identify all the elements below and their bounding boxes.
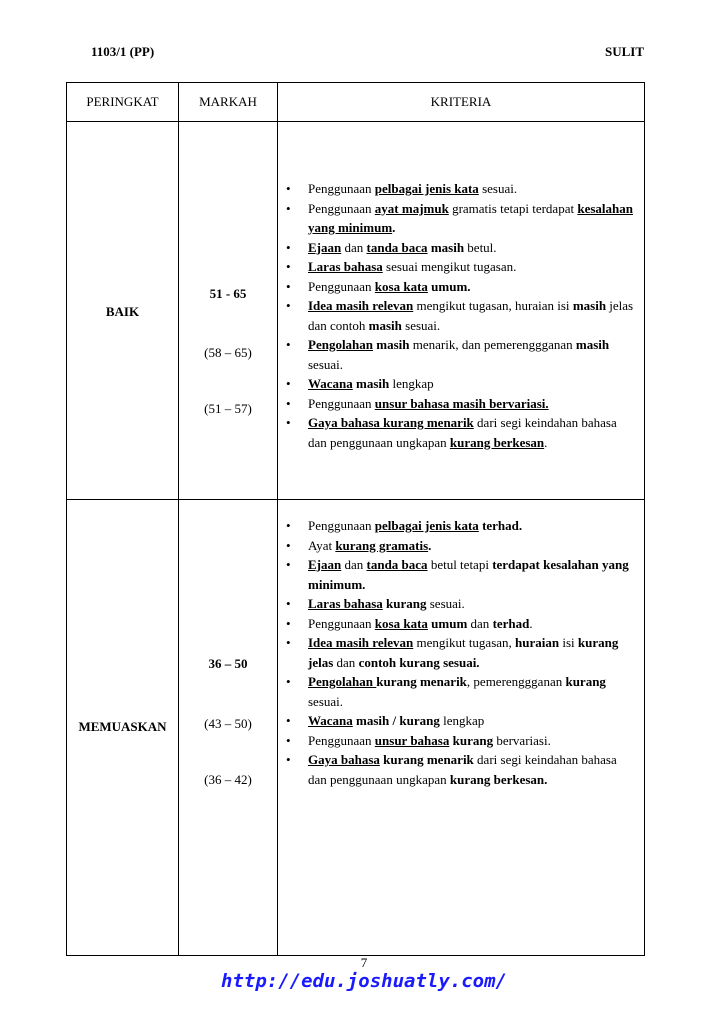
criteria-item: • Penggunaan pelbagai jenis kata sesuai.: [308, 179, 634, 199]
mark-range-lower: (36 – 42): [204, 772, 252, 787]
criteria-item: • Ejaan dan tanda baca masih betul.: [308, 238, 634, 258]
column-header-criteria: KRITERIA: [278, 83, 645, 122]
document-code: 1103/1 (PP): [91, 44, 155, 59]
level-cell: [67, 500, 179, 956]
criteria-item: • Pengolahan masih menarik, dan pemerenggganan masih sesuai.: [308, 335, 634, 374]
criteria-item: • Penggunaan ayat majmuk gramatis tetapi terdapat kesalahan yang minimum.: [308, 199, 634, 238]
criteria-item: • Ejaan dan tanda baca betul tetapi terdapat kesalahan yang minimum.: [308, 555, 634, 594]
criteria-item: • Laras bahasa kurang sesuai.: [308, 594, 634, 614]
mark-range-main: 51 - 65: [209, 286, 247, 301]
criteria-item: • Idea masih relevan mengikut tugasan, huraian isi kurang jelas dan contoh kurang sesuai.: [308, 633, 634, 672]
mark-range-main: 36 – 50: [208, 656, 248, 671]
classification-label: SULIT: [604, 44, 644, 59]
table-header-row: [67, 83, 645, 122]
column-header-marks: MARKAH: [179, 83, 278, 122]
column-header-level: PERINGKAT: [67, 83, 179, 122]
criteria-list: [278, 179, 644, 452]
criteria-item: • Laras bahasa sesuai mengikut tugasan.: [308, 257, 634, 277]
mark-range-upper: (43 – 50): [204, 716, 252, 731]
criteria-item: • Penggunaan kosa kata umum dan terhad.: [308, 614, 634, 634]
table-row: [67, 122, 645, 500]
criteria-item: • Gaya bahasa kurang menarik dari segi keindahan bahasa dan penggunaan ungkapan kurang berkesan.: [308, 750, 634, 789]
mark-range-lower: (51 – 57): [204, 401, 252, 416]
table-row: [67, 500, 645, 956]
page-number: 7: [360, 955, 368, 970]
criteria-item: • Wacana masih lengkap: [308, 374, 634, 394]
criteria-item: • Penggunaan unsur bahasa kurang bervariasi.: [308, 731, 634, 751]
criteria-item: • Idea masih relevan mengikut tugasan, huraian isi masih jelas dan contoh masih sesuai.: [308, 296, 634, 335]
footer-url-link[interactable]: http://edu.joshuatly.com/: [221, 970, 507, 992]
marks-cell: [179, 122, 278, 500]
marks-cell: [179, 500, 278, 956]
level-label: BAIK: [105, 303, 140, 319]
mark-range-upper: (58 – 65): [204, 345, 252, 360]
criteria-item: • Penggunaan kosa kata umum.: [308, 277, 634, 297]
level-label: MEMUASKAN: [78, 719, 167, 734]
criteria-cell: [278, 122, 645, 500]
level-cell: [67, 122, 179, 500]
criteria-list: [278, 516, 644, 789]
marking-rubric-table: [66, 82, 645, 956]
criteria-item: • Penggunaan pelbagai jenis kata terhad.: [308, 516, 634, 536]
criteria-item: • Gaya bahasa kurang menarik dari segi keindahan bahasa dan penggunaan ungkapan kurang berkesan.: [308, 413, 634, 452]
criteria-item: • Pengolahan kurang menarik, pemerenggganan kurang sesuai.: [308, 672, 634, 711]
criteria-item: • Penggunaan unsur bahasa masih bervariasi.: [308, 394, 634, 414]
criteria-cell: [278, 500, 645, 956]
criteria-item: • Ayat kurang gramatis.: [308, 536, 634, 556]
criteria-item: • Wacana masih / kurang lengkap: [308, 711, 634, 731]
